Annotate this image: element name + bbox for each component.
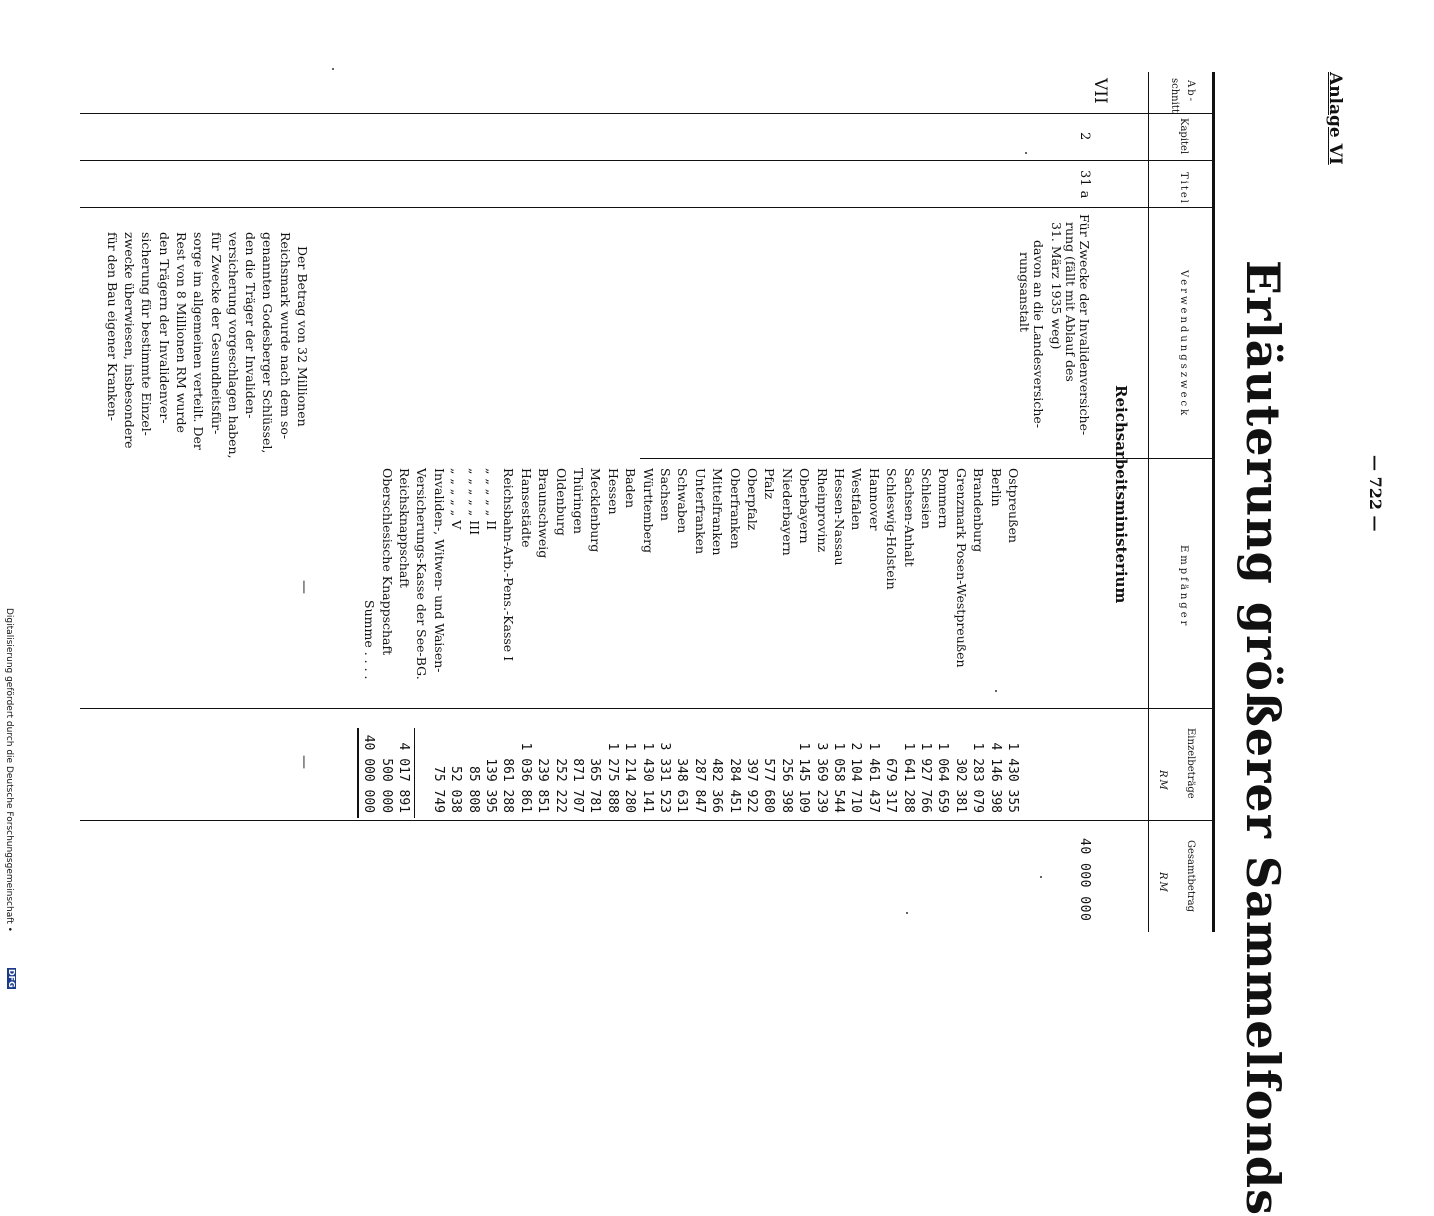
recipient-amount: 1 036 861	[517, 742, 533, 813]
sum-rule	[357, 728, 359, 818]
recipient-name: Braunschweig	[536, 468, 552, 559]
recipient-name: Oberfranken	[727, 468, 743, 549]
recipient-amount: 1 275 888	[604, 742, 620, 813]
header-gesamt-unit: RM	[1157, 872, 1168, 894]
recipient-name: Reichsbahn-Arb.-Pens.-Kasse I	[501, 468, 517, 662]
purpose-line-3: 31. März 1935 weg)	[1049, 222, 1064, 350]
recipient-name: Mittelfranken	[710, 468, 726, 556]
recipient-amount: 139 395	[483, 758, 498, 813]
recipient-name: Hessen-Nassau	[832, 468, 847, 566]
recipient-name: Hansestädte	[518, 468, 534, 548]
recipient-amount: 4 017 891	[396, 742, 411, 813]
recipient-name: Württemberg	[640, 468, 656, 554]
recipient-amount: 861 288	[500, 758, 516, 813]
recipient-amount: 284 451	[726, 758, 742, 813]
recipient-name: „ „ „ „ „ III	[466, 468, 482, 536]
recipient-amount: 75 749	[430, 766, 446, 813]
kapitel-value: 2	[1077, 132, 1092, 141]
header-gesamt: Gesamtbetrag	[1185, 840, 1196, 912]
recipient-amount: 679 317	[883, 758, 899, 813]
recipient-name: Sachsen-Anhalt	[901, 468, 917, 567]
abschnitt-value: VII	[1090, 78, 1110, 104]
recipient-amount: 2 104 710	[848, 742, 864, 813]
note-line: Der Betrag von 32 Millionen	[295, 246, 310, 427]
recipient-name: Oberschlesische Knappschaft	[379, 468, 395, 656]
recipient-amount: 365 781	[587, 758, 603, 813]
scan-speck	[906, 912, 908, 914]
header-titel: Titel	[1178, 172, 1189, 206]
recipient-name: Oberbayern	[797, 468, 813, 544]
footer-logo: DFG	[7, 969, 16, 988]
purpose-line-4: davon an die Landesversiche-	[1031, 240, 1046, 429]
header-abschnitt-2: schnitt	[1169, 78, 1180, 113]
col-rule-2	[80, 160, 1215, 161]
scan-speck	[1025, 152, 1027, 154]
recipient-amount: 1 214 280	[622, 742, 638, 813]
recipient-name: Niederbayern	[779, 468, 795, 556]
recipient-name: Brandenburg	[971, 468, 987, 553]
recipient-amount: 1 058 544	[831, 742, 846, 813]
recipient-name: Unterfranken	[692, 468, 708, 555]
recipient-name: Oberpfalz	[745, 468, 760, 531]
recipient-amount: 302 381	[952, 758, 968, 813]
recipient-amount: 239 851	[535, 758, 551, 813]
note-line: für Zwecke der Gesundheitsfür-	[208, 232, 224, 435]
total-amount: 40 000 000	[1077, 838, 1092, 922]
recipient-amount: 1 145 109	[796, 742, 812, 813]
recipient-amount: 577 680	[761, 758, 777, 813]
purpose-line-1: Für Zwecke der Invalidenversiche-	[1077, 214, 1092, 436]
recipient-amount: 3 331 523	[657, 742, 672, 813]
recipient-amount: 397 922	[744, 758, 759, 813]
recipient-name: Oldenburg	[553, 468, 569, 536]
table-rule-header	[1148, 72, 1149, 932]
recipient-amount: 256 398	[778, 758, 794, 813]
note-line: zwecke überwiesen, insbesondere	[122, 232, 137, 449]
header-empfaenger: Empfänger	[1178, 545, 1189, 629]
note-line: genannten Godesberger Schlüssel,	[260, 232, 276, 454]
footer-text: Digitalisierung gefördert durch die Deutsche Forschungsgemeinschaft •	[4, 608, 14, 932]
recipient-amount: 871 707	[570, 758, 585, 813]
recipient-name: Pommern	[936, 468, 952, 529]
recipient-name: Westfalen	[849, 468, 865, 531]
scan-speck	[332, 68, 334, 70]
recipient-name: Hannover	[866, 468, 882, 531]
col-rule-1	[80, 113, 1215, 114]
col-rule-5	[80, 708, 1215, 709]
dash-amount: —	[296, 755, 312, 769]
recipient-amount: 1 430 355	[1005, 742, 1020, 813]
recipient-name: Baden	[623, 468, 639, 509]
recipient-amount: 287 847	[691, 758, 707, 813]
recipient-amount: 40 000 000	[361, 734, 377, 813]
recipient-name: „ „ „ „ „ II	[484, 468, 499, 531]
purpose-line-2: rung (fällt mit Ablauf des	[1063, 222, 1078, 382]
note-line: versicherung vorgeschlagen haben,	[225, 232, 241, 459]
recipient-amount: 1 430 141	[639, 742, 655, 813]
recipient-name: Rheinprovinz	[814, 468, 830, 553]
scan-speck	[1040, 876, 1042, 878]
note-line: den Trägern der Invalidenver-	[156, 232, 172, 424]
note-line: sicherung für bestimmte Einzel-	[139, 232, 155, 436]
recipient-name: Versicherungs-Kasse der See-BG.	[414, 468, 430, 680]
header-einzel: Einzelbeträge	[1185, 728, 1196, 799]
recipient-name: Schlesien	[919, 468, 934, 529]
recipient-amount: 500 000	[378, 758, 394, 813]
recipient-name: Summe . . . .	[362, 600, 378, 680]
col-rule-3	[80, 207, 1215, 208]
subtotal-rule	[414, 728, 415, 818]
recipient-name: Sachsen	[658, 468, 673, 521]
dash-recipient: —	[296, 580, 312, 594]
scan-speck	[995, 690, 997, 692]
recipient-amount: 482 366	[709, 758, 725, 813]
header-zweck: Verwendungszweck	[1178, 270, 1189, 419]
recipient-amount: 3 369 239	[813, 742, 829, 813]
recipient-amount: 1 064 659	[935, 742, 951, 813]
note-line: Rest von 8 Millionen RM wurde	[173, 232, 189, 433]
header-einzel-unit: RM	[1157, 770, 1168, 792]
recipient-name: Grenzmark Posen-Westpreußen	[953, 468, 969, 668]
recipient-amount: 252 222	[552, 758, 568, 813]
recipient-name: Hessen	[605, 468, 621, 515]
recipient-amount: 1 283 079	[970, 742, 986, 813]
recipient-name: Reichsknappschaft	[397, 468, 412, 588]
recipient-name: Ostpreußen	[1006, 468, 1021, 543]
recipient-amount: 348 631	[674, 758, 690, 813]
recipient-name: Thüringen	[571, 468, 586, 534]
recipient-name: Schwaben	[675, 468, 691, 534]
note-line: für den Bau eigener Kranken-	[104, 232, 120, 421]
annex-label: Anlage VI	[1325, 72, 1345, 165]
titel-value: 31 a	[1077, 170, 1092, 199]
note-line: den die Träger der Invaliden-	[243, 232, 259, 419]
recipient-amount: 1 641 288	[900, 742, 916, 813]
note-line: Reichsmark wurde nach dem so-	[277, 232, 293, 440]
header-kapitel: Kapitel	[1178, 118, 1189, 155]
recipient-amount: 85 808	[465, 766, 481, 813]
page-number: — 722 —	[1366, 455, 1385, 532]
recipient-name: „ „ „ „ „ V	[449, 468, 465, 530]
recipient-name: Mecklenburg	[588, 468, 604, 553]
page-title: Erläuterung größerer Sammelfonds	[1236, 260, 1290, 1216]
recipient-name: Schleswig-Holstein	[884, 468, 900, 590]
note-line: sorge im allgemeinen verteilt. Der	[191, 232, 207, 450]
recipient-name: Invaliden-, Witwen- und Waisen-	[431, 468, 447, 673]
recipient-name: Berlin	[988, 468, 1004, 507]
header-abschnitt-1: Ab-	[1185, 80, 1196, 104]
table-rule-top	[1212, 72, 1215, 932]
recipient-amount: 1 461 437	[865, 742, 881, 813]
recipient-amount: 1 927 766	[918, 742, 933, 813]
section-heading: Reichsarbeitsministerium	[1112, 385, 1130, 604]
recipient-amount: 52 038	[448, 766, 464, 813]
col-rule-6	[80, 820, 1215, 821]
purpose-line-5: rungsanstalt	[1017, 252, 1032, 332]
recipient-name: Pfalz	[762, 468, 778, 500]
recipient-amount: 4 146 398	[987, 742, 1003, 813]
